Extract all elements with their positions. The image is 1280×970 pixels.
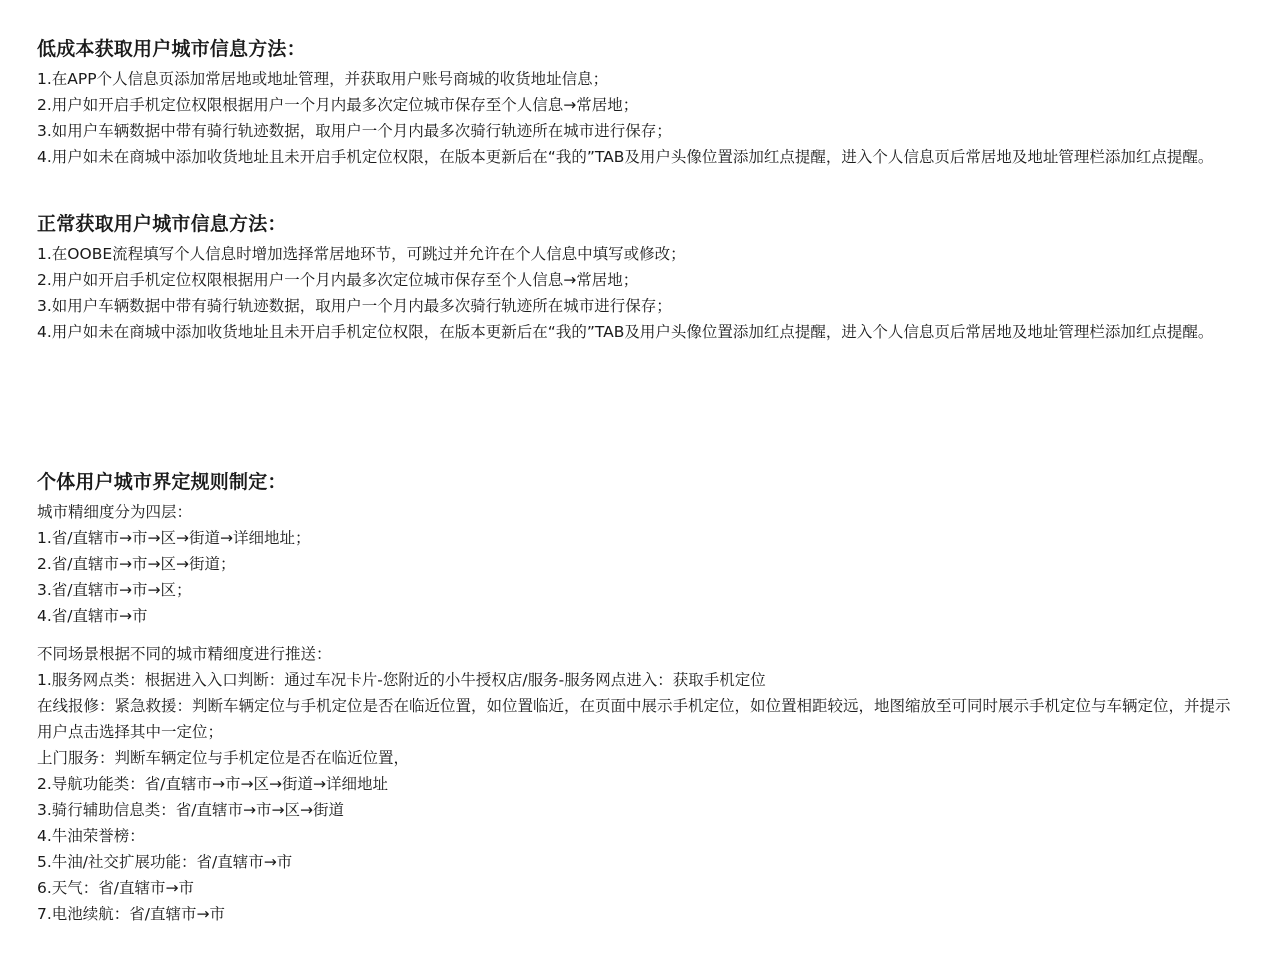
list-item: 3.如用户车辆数据中带有骑行轨迹数据，取用户一个月内最多次骑行轨迹所在城市进行保存；: [37, 122, 672, 140]
list-item: 1.省/直辖市→市→区→街道→详细地址；: [37, 529, 311, 547]
section-normal: [37, 211, 1243, 345]
list-item: 3.骑行辅助信息类：省/直辖市→市→区→街道: [37, 801, 344, 819]
list-item: 6.天气：省/直辖市→市: [37, 879, 194, 897]
list-item: 3.省/直辖市→市→区；: [37, 581, 192, 599]
section-title: 低成本获取用户城市信息方法：: [37, 38, 306, 60]
list-item: 4.省/直辖市→市: [37, 607, 148, 625]
list-item: 7.电池续航：省/直辖市→市: [37, 905, 225, 923]
list-item: 3.如用户车辆数据中带有骑行轨迹数据，取用户一个月内最多次骑行轨迹所在城市进行保存；: [37, 297, 672, 315]
list-item: 2.导航功能类：省/直辖市→市→区→街道→详细地址: [37, 775, 388, 793]
list-item: 1.在OOBE流程填写个人信息时增加选择常居地环节，可跳过并允许在个人信息中填写或修改；: [37, 245, 686, 263]
list-item: 5.牛油/社交扩展功能：省/直辖市→市: [37, 853, 293, 871]
section-title: 正常获取用户城市信息方法：: [37, 213, 287, 235]
list-item: 4.用户如未在商城中添加收货地址且未开启手机定位权限，在版本更新后在“我的”TAB及用户头像位置添加红点提醒，进入个人信息页后常居地及地址管理栏添加红点提醒。: [37, 323, 1214, 341]
list-item: 不同场景根据不同的城市精细度进行推送：: [37, 645, 332, 663]
list-item: 1.服务网点类：根据进入入口判断：通过车况卡片-您附近的小牛授权店/服务-服务网点进入：获取手机定位: [37, 671, 766, 689]
list-item: 城市精细度分为四层：: [37, 503, 193, 521]
list-item: 在线报修：紧急救援：判断车辆定位与手机定位是否在临近位置，如位置临近，在页面中展示手机定位，如位置相距较远，地图缩放至可同时展示手机定位与车辆定位，并提示用户点击选择其中一定位；: [37, 697, 1231, 741]
list-item: 1.在APP个人信息页添加常居地或地址管理，并获取用户账号商城的收货地址信息；: [37, 70, 609, 88]
list-item: 2.用户如开启手机定位权限根据用户一个月内最多次定位城市保存至个人信息→常居地；: [37, 96, 639, 114]
list-item: 2.省/直辖市→市→区→街道；: [37, 555, 236, 573]
section-low-cost: [37, 36, 1243, 170]
list-item: 4.用户如未在商城中添加收货地址且未开启手机定位权限，在版本更新后在“我的”TAB及用户头像位置添加红点提醒，进入个人信息页后常居地及地址管理栏添加红点提醒。: [37, 148, 1214, 166]
section-title: 个体用户城市界定规则制定：: [37, 471, 287, 493]
list-item: 2.用户如开启手机定位权限根据用户一个月内最多次定位城市保存至个人信息→常居地；: [37, 271, 639, 289]
section-rules: [37, 469, 1243, 927]
list-item: 上门服务：判断车辆定位与手机定位是否在临近位置，: [37, 749, 410, 767]
paragraph-gap: [37, 629, 1243, 641]
list-item: 4.牛油荣誉榜：: [37, 827, 145, 845]
